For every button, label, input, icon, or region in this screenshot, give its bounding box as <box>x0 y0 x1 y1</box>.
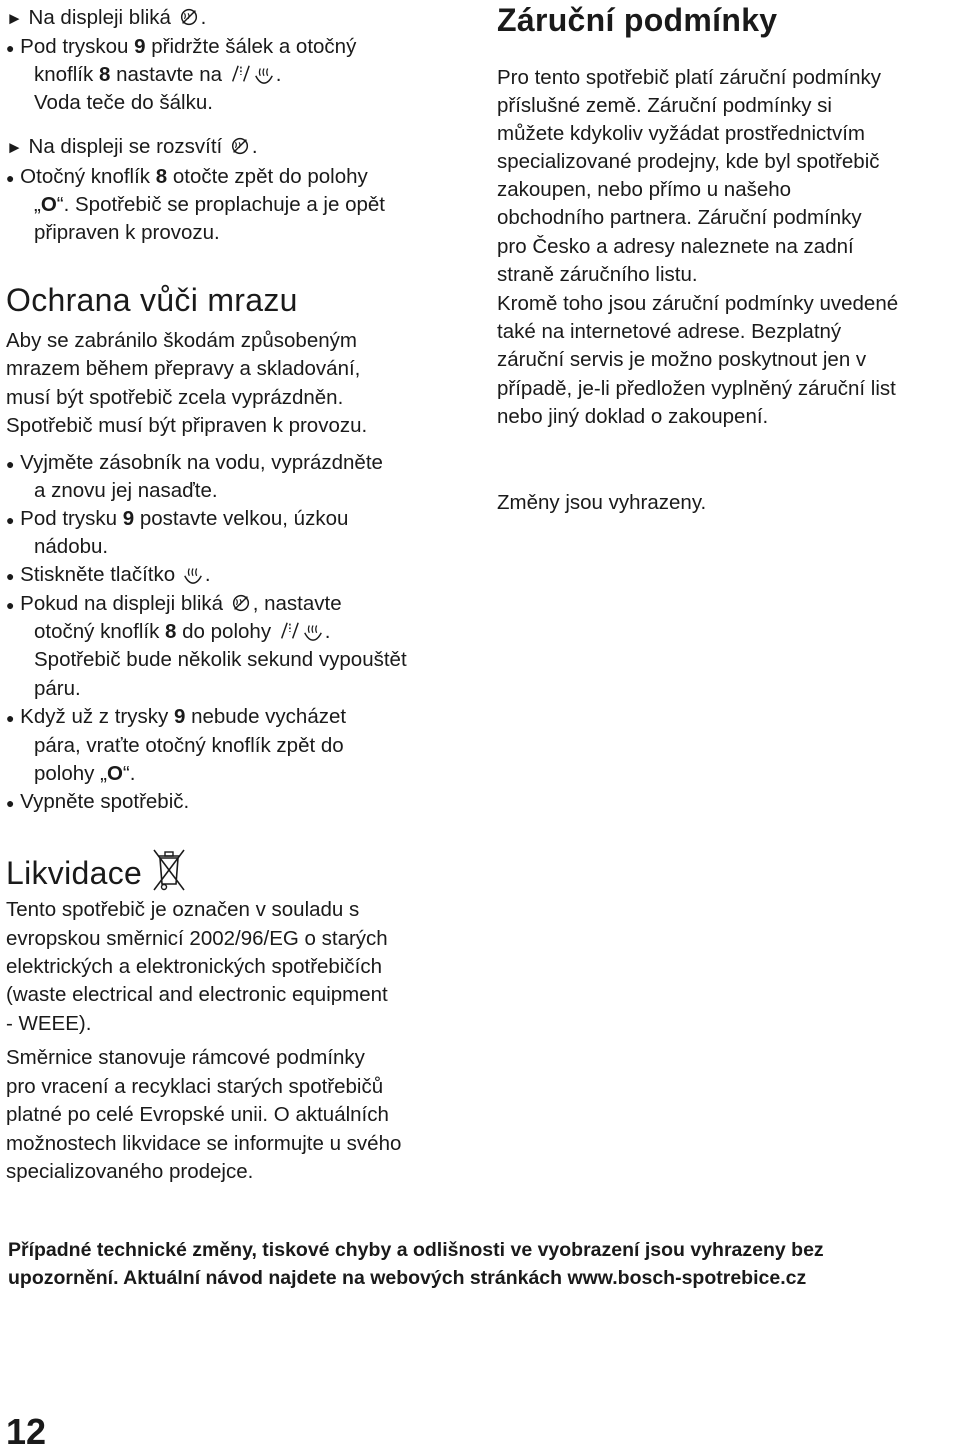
frost-bullet-5: ● Když už z trysky 9 nebude vycházet <box>6 705 347 728</box>
intro-line-1: ► Na displeji bliká . <box>6 6 207 29</box>
warranty-heading: Záruční podmínky <box>497 2 778 38</box>
frost-bullet-1-cont: a znovu jej nasaďte. <box>34 479 218 502</box>
frost-para-line: Aby se zabránilo škodám způsobeným <box>6 329 357 352</box>
disposal-heading: Likvidace <box>6 848 187 893</box>
bullet-icon: ● <box>6 710 15 726</box>
arrow-marker-icon: ► <box>6 138 23 157</box>
warranty-line: obchodního partnera. Záruční podmínky <box>497 206 862 229</box>
intro-line-2: ● Pod tryskou 9 přidržte šálek a otočný <box>6 35 357 58</box>
warranty-line: specializované prodejny, kde byl spotřebič <box>497 150 880 173</box>
steam-icon <box>253 63 275 85</box>
bullet-icon: ● <box>6 456 15 472</box>
footer-note <box>8 1236 953 1292</box>
bullet-icon: ● <box>6 512 15 528</box>
frost-bullet-4-cont: otočný knoflík 8 do polohy . <box>34 620 331 643</box>
frost-bullet-5-cont: pára, vraťte otočný knoflík zpět do <box>34 734 344 757</box>
frost-bullet-1: ● Vyjměte zásobník na vodu, vyprázdněte <box>6 451 383 474</box>
steam-icon <box>182 563 204 585</box>
warranty-line: zakoupen, nebo přímo u našeho <box>497 178 792 201</box>
frost-para-line: mrazem během přepravy a skladování, <box>6 357 361 380</box>
disposal-para-line: pro vracení a recyklaci starých spotřebičů <box>6 1075 384 1098</box>
frost-bullet-6: ● Vypněte spotřebič. <box>6 790 190 813</box>
steam-icon <box>302 620 324 642</box>
arrow-marker-icon: ► <box>6 9 23 28</box>
frost-bullet-2: ● Pod trysku 9 postavte velkou, úzkou <box>6 507 349 530</box>
bullet-icon: ● <box>6 170 15 186</box>
warranty-line: straně záručního listu. <box>497 263 698 286</box>
frost-bullet-3: ● Stiskněte tlačítko . <box>6 563 211 586</box>
warranty-line: také na internetové adrese. Bezplatný <box>497 320 842 343</box>
steam-display-icon <box>178 6 200 28</box>
intro-line-3: knoflík 8 nastavte na . <box>34 63 282 86</box>
warranty-line: můžete kdykoliv vyžádat prostřednictvím <box>497 122 865 145</box>
frost-bullet-4-cont: páru. <box>34 677 81 700</box>
disposal-para-line: - WEEE). <box>6 1012 92 1035</box>
steam-water-selector-icon <box>278 620 300 642</box>
intro-line-5: ► Na displeji se rozsvítí . <box>6 135 258 158</box>
steam-display-icon <box>230 592 252 614</box>
disposal-para-line: Směrnice stanovuje rámcové podmínky <box>6 1046 365 1069</box>
warranty-line: nebo jiný doklad o zakoupení. <box>497 405 769 428</box>
changes-reserved: Změny jsou vyhrazeny. <box>497 491 707 514</box>
disposal-para-line: možnostech likvidace se informujte u svého <box>6 1132 402 1155</box>
disposal-para-line: Tento spotřebič je označen v souladu s <box>6 898 360 921</box>
disposal-para-line: (waste electrical and electronic equipment <box>6 983 388 1006</box>
disposal-para-line: elektrických a elektronických spotřebičích <box>6 955 382 978</box>
steam-water-selector-icon <box>229 63 251 85</box>
footer-line-2: upozornění. Aktuální návod najdete na webových stránkách www.bosch-spotrebice.cz <box>8 1267 807 1289</box>
warranty-line: Pro tento spotřebič platí záruční podmínky <box>497 66 882 89</box>
frost-bullet-4-cont: Spotřebič bude několik sekund vypouštět <box>34 648 407 671</box>
page-number: 12 <box>6 1411 47 1452</box>
bullet-icon: ● <box>6 795 15 811</box>
frost-para-line: Spotřebič musí být připraven k provozu. <box>6 414 368 437</box>
disposal-para-line: platné po celé Evropské unii. O aktuálních <box>6 1103 389 1126</box>
intro-line-8: připraven k provozu. <box>34 221 220 244</box>
warranty-line: pro Česko a adresy naleznete na zadní <box>497 235 854 258</box>
warranty-line: záruční servis je možno poskytnout jen v <box>497 348 867 371</box>
warranty-line: příslušné země. Záruční podmínky si <box>497 94 832 117</box>
frost-bullet-5-cont: polohy „O“. <box>34 762 136 785</box>
steam-display-icon <box>229 135 251 157</box>
disposal-para-line: evropskou směrnicí 2002/96/EG o starých <box>6 927 388 950</box>
disposal-para-line: specializovaného prodejce. <box>6 1160 254 1183</box>
intro-line-4: Voda teče do šálku. <box>34 91 213 114</box>
frost-para-line: musí být spotřebič zcela vyprázdněn. <box>6 386 344 409</box>
frost-bullet-2-cont: nádobu. <box>34 535 109 558</box>
intro-line-7: „O“. Spotřebič se proplachuje a je opět <box>34 193 385 216</box>
warranty-line: případě, je-li předložen vyplněný záruční list <box>497 377 896 400</box>
crossed-out-wheelie-bin-icon <box>152 848 186 892</box>
footer-line-1: Případné technické změny, tiskové chyby a odlišnosti ve vyobrazení jsou vyhrazeny bez <box>8 1239 824 1261</box>
warranty-line: Kromě toho jsou záruční podmínky uvedené <box>497 292 899 315</box>
intro-line-6: ● Otočný knoflík 8 otočte zpět do polohy <box>6 165 368 188</box>
frost-bullet-4: ● Pokud na displeji bliká , nastavte <box>6 592 342 615</box>
frost-heading: Ochrana vůči mrazu <box>6 282 298 318</box>
bullet-icon: ● <box>6 568 15 584</box>
bullet-icon: ● <box>6 597 15 613</box>
bullet-icon: ● <box>6 40 15 56</box>
